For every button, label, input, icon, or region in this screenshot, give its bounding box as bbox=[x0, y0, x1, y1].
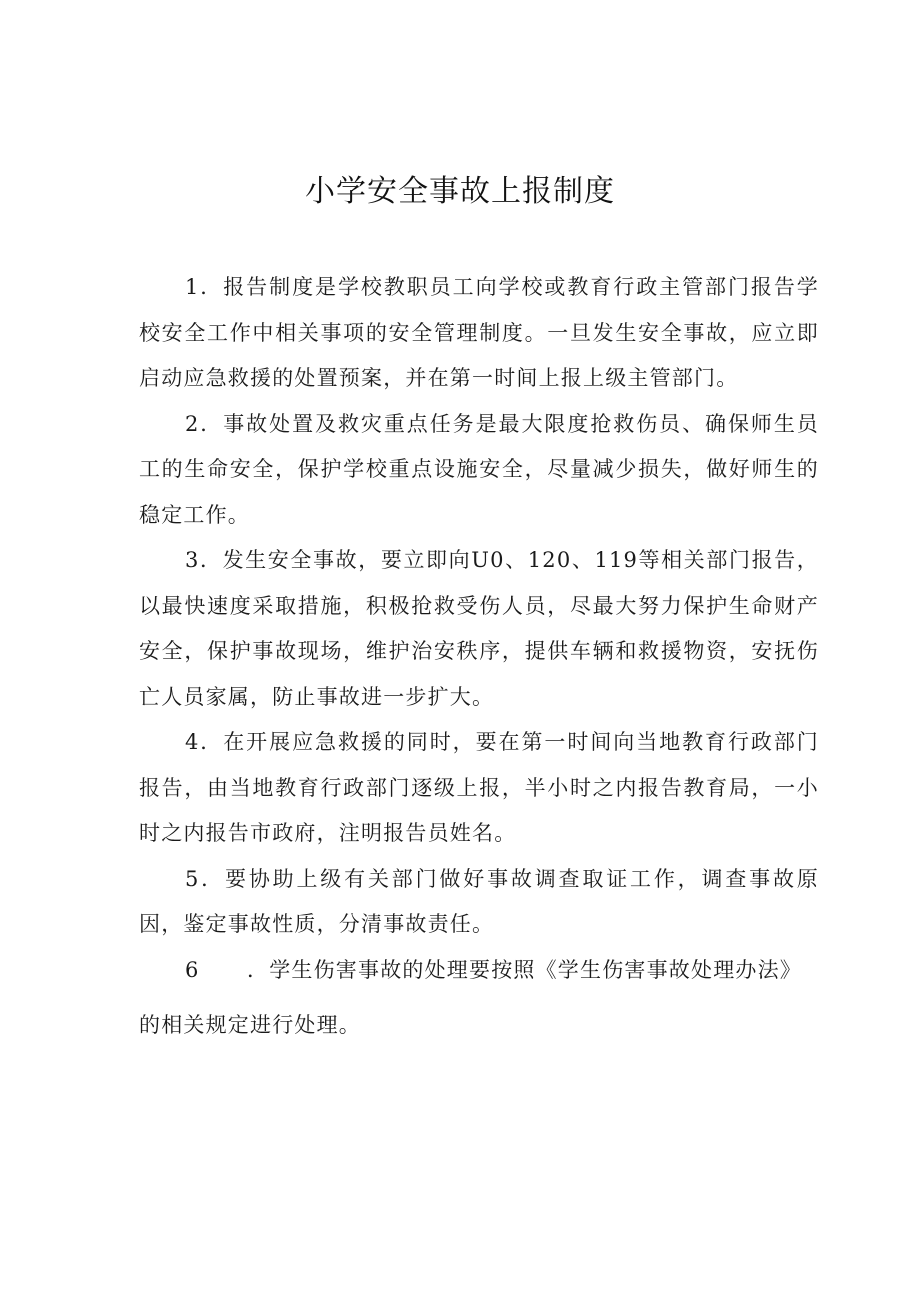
paragraph-6 bbox=[139, 948, 819, 1049]
paragraph-5: 5．要协助上级有关部门做好事故调查取证工作，调查事故原因，鉴定事故性质，分清事故责任。 bbox=[139, 866, 819, 936]
paragraph-4: 4．在开展应急救援的同时，要在第一时间向当地教育行政部门报告，由当地教育行政部门逐级上报，半小时之内报告教育局，一小时之内报告市政府，注明报告员姓名。 bbox=[139, 730, 819, 845]
paragraph-6-number: 6 bbox=[185, 957, 200, 982]
paragraph-6-line2: 的相关规定进行处理。 bbox=[139, 1013, 361, 1037]
paragraph-3: 3．发生安全事故，要立即向U0、120、119等相关部门报告，以最快速度采取措施，积极抢救受伤人员，尽最大努力保护生命财产安全，保护事故现场，维护治安秩序，提供车辆和救援物资，安抚伤亡人员家属，防止事故进一步扩大。 bbox=[139, 548, 819, 709]
paragraph-1: 1．报告制度是学校教职员工向学校或教育行政主管部门报告学校安全工作中相关事项的安全管理制度。一旦发生安全事故，应立即启动应急救援的处置预案，并在第一时间上报上级主管部门。 bbox=[139, 275, 819, 390]
document-title: 小学安全事故上报制度 bbox=[305, 174, 615, 209]
paragraph-6-line1: ．学生伤害事故的处理要按照《学生伤害事故处理办法》 bbox=[247, 957, 802, 982]
paragraph-2: 2．事故处置及救灾重点任务是最大限度抢救伤员、确保师生员工的生命安全，保护学校重点设施安全，尽量减少损失，做好师生的稳定工作。 bbox=[139, 411, 819, 527]
document-body bbox=[139, 265, 819, 1049]
